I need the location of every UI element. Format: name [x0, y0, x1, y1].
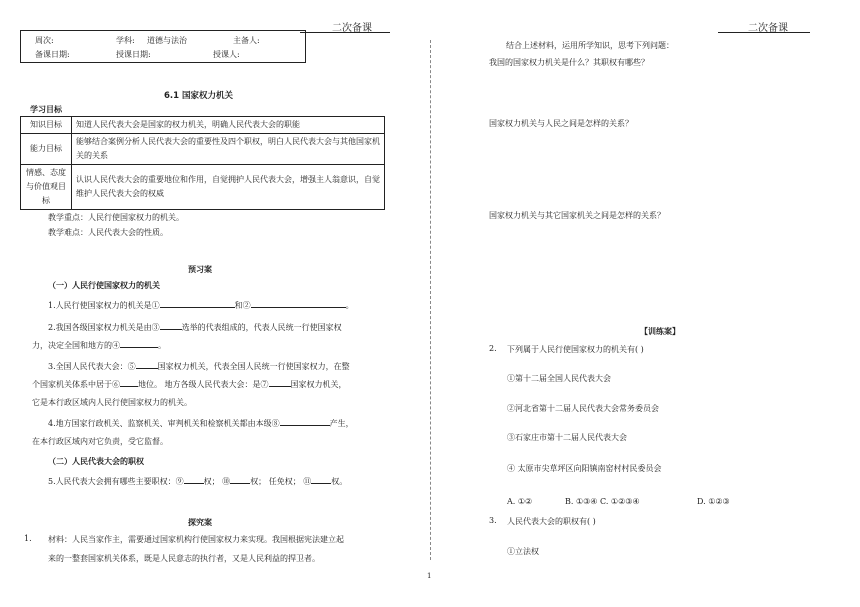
blank-6[interactable] [120, 378, 138, 387]
preview-q2-cont [32, 339, 166, 351]
q4-text-b: 产生， [329, 419, 354, 428]
teach-date-label: 授课日期: [116, 50, 151, 59]
q1-text-a: 1.人民行使国家权力的机关是① [48, 301, 160, 310]
q3-text-d: 地位。 地方各级人民代表大会：是⑦ [138, 380, 269, 389]
goal-label: 情感、态度与价值观目标 [21, 165, 72, 210]
t3-number: 3. [489, 516, 497, 525]
blank-2[interactable] [251, 299, 346, 308]
goal-row-attitude [21, 165, 385, 210]
goal-text: 知道人民代表大会是国家的权力机关，明确人民代表大会的职能 [72, 117, 385, 134]
header-underline-right [718, 32, 810, 33]
q2-text-c: 力，决定全国和地方的④ [32, 341, 120, 350]
goal-label: 知识目标 [21, 117, 72, 134]
q3-text-b: 国家权力机关，代表全国人民统一行使国家权力，在整 [157, 362, 350, 371]
t2-choice-a[interactable]: A. ①② [507, 497, 533, 506]
explore-material-line-2: 来的一整套国家机关体系，既是人民意志的执行者，又是人民利益的捍卫者。 [48, 554, 320, 563]
blank-10[interactable] [230, 475, 250, 484]
prep-date-label: 备课日期: [35, 50, 70, 59]
q2-text-a: 2.我国各级国家权力机关是由③ [48, 323, 160, 332]
q3-text-e: 国家权力机关， [290, 380, 347, 389]
goal-text: 能够结合案例分析人民代表大会的重要性及四个职权，明白人民代表大会与其他国家机关的关系 [72, 134, 385, 165]
q2-text-b: 选举的代表组成的，代表人民统一行使国家权 [181, 323, 342, 332]
preview-title: 预习案 [188, 265, 212, 274]
header-underline-left [300, 32, 390, 33]
t3-stem: 人民代表大会的职权有( ) [507, 517, 596, 526]
goals-heading: 学习目标 [30, 105, 62, 114]
blank-4[interactable] [120, 339, 158, 348]
q3-text-a: 3.全国人民代表大会：⑤ [48, 362, 136, 371]
q5-text-b: 权； ⑩ [203, 477, 231, 486]
page-number: 1 [427, 572, 432, 580]
second-prep-label-left: 二次备课 [332, 23, 372, 34]
t2-option-2: ②河北省第十二届人民代表大会常务委员会 [507, 404, 659, 413]
preview-q3-end: 它是本行政区域内人民行使国家权力的机关。 [32, 398, 192, 407]
blank-9[interactable] [184, 475, 204, 484]
teaching-focus: 教学重点：人民行使国家权力的机关。 [48, 213, 184, 222]
right-intro: 结合上述材料，运用所学知识，思考下列问题： [506, 41, 674, 50]
explore-title: 探究案 [188, 518, 212, 527]
q5-text-a: 5.人民代表大会拥有哪些主要职权：⑨ [48, 477, 184, 486]
week-label: 周次: [35, 36, 54, 45]
preview-section-2: （二）人民代表大会的职权 [48, 457, 144, 466]
blank-8[interactable] [280, 417, 330, 426]
t3-option-1: ①立法权 [507, 547, 539, 556]
q4-text-a: 4.地方国家行政机关、监察机关、审判机关和检察机关都由本级⑧ [48, 419, 280, 428]
blank-5[interactable] [136, 360, 158, 369]
explore-material-line-1: 材料：人民当家作主，需要通过国家机构行使国家权力来实现。我国根据宪法建立起 [48, 535, 344, 544]
preview-section-1: （一）人民行使国家权力的机关 [48, 281, 160, 290]
blank-3[interactable] [160, 321, 182, 330]
training-title: 【训练案】 [640, 327, 680, 336]
preview-q1 [48, 299, 354, 311]
preview-q3 [48, 360, 350, 372]
question-b: 国家权力机关与人民之间是怎样的关系？ [489, 119, 633, 128]
t2-choice-b[interactable]: B. ①③④ [565, 497, 598, 506]
goal-row-knowledge [21, 117, 385, 134]
blank-1[interactable] [160, 299, 235, 308]
lesson-title: 6.1 国家权力机关 [164, 91, 234, 101]
t2-stem: 下列属于人民行使国家权力的机关有( ) [507, 345, 644, 354]
t2-option-3: ③石家庄市第十二届人民代表大会 [507, 433, 627, 442]
second-prep-label-right: 二次备课 [748, 23, 788, 34]
q5-text-c: 权； 任免权； ⑪ [250, 477, 312, 486]
t2-choice-c[interactable]: C. ①②③④ [600, 497, 640, 506]
t2-choice-d[interactable]: D. ①②③ [697, 497, 730, 506]
q1-text-c: 。 [345, 301, 354, 310]
subject-value: 道德与法治 [147, 36, 187, 45]
preview-q3-cont [32, 378, 347, 390]
preview-q5 [48, 475, 347, 487]
explore-item-1-number: 1. [24, 534, 32, 543]
question-c: 国家权力机关与其它国家机关之间是怎样的关系？ [489, 211, 665, 220]
q1-text-b: 和② [234, 301, 251, 310]
teacher-label: 授课人: [213, 50, 240, 59]
blank-7[interactable] [269, 378, 291, 387]
goal-label: 能力目标 [21, 134, 72, 165]
goal-row-ability [21, 134, 385, 165]
goal-text: 认识人民代表大会的重要地位和作用，自觉拥护人民代表大会，增强主人翁意识，自觉维护人民代表大会的权威 [72, 165, 385, 210]
t2-option-1: ①第十二届全国人民代表大会 [507, 374, 611, 383]
q5-text-d: 权。 [331, 477, 348, 486]
column-divider [430, 40, 431, 560]
blank-11[interactable] [311, 475, 331, 484]
question-a: 我国的国家权力机关是什么？其职权有哪些？ [489, 58, 649, 67]
t2-number: 2. [489, 344, 497, 353]
preview-q4-cont: 在本行政区域内对它负责，受它监督。 [32, 437, 168, 446]
learning-goals-table [20, 116, 385, 210]
q2-text-d: 。 [158, 341, 166, 350]
t2-option-4: ④ 太原市尖草坪区向阳镇南窑村村民委员会 [507, 464, 662, 473]
main-preparer-label: 主备人: [233, 36, 260, 45]
q3-text-c: 个国家机关体系中居于⑥ [32, 380, 120, 389]
preview-q4 [48, 417, 354, 429]
subject-label: 学科: [116, 36, 135, 45]
prep-info-box [20, 30, 306, 63]
preview-q2 [48, 321, 342, 333]
teaching-difficulty: 教学难点：人民代表大会的性质。 [48, 228, 168, 237]
